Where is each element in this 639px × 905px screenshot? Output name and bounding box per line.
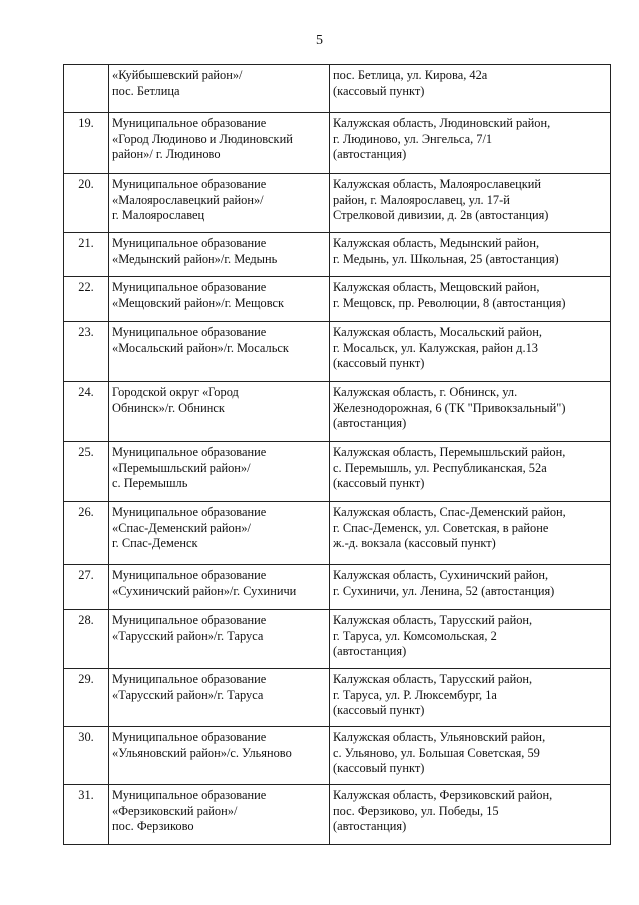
row-number-text: 25. [78, 445, 94, 459]
row-number [64, 785, 109, 845]
table-row [64, 174, 611, 233]
row-number-text: 23. [78, 325, 94, 339]
municipality-cell [109, 113, 330, 174]
municipality-cell [109, 669, 330, 727]
row-number-text: 26. [78, 505, 94, 519]
row-number [64, 277, 109, 322]
municipality-cell-text: Муниципальное образование «Ульяновский район»/с. Ульяново [112, 730, 292, 760]
row-number-text: 24. [78, 385, 94, 399]
municipality-cell [109, 322, 330, 382]
municipality-cell-text: Муниципальное образование «Медынский район»/г. Медынь [112, 236, 278, 266]
address-cell-text: Калужская область, Ферзиковский район, пос. Ферзиково, ул. Победы, 15 (автостанция) [333, 788, 553, 834]
municipality-cell-text: Муниципальное образование «Перемышльский район»/ с. Перемышль [112, 445, 267, 491]
row-number-text: 29. [78, 672, 94, 686]
address-cell-text: пос. Бетлица, ул. Кирова, 42а (кассовый пункт) [333, 68, 488, 98]
address-cell [330, 322, 611, 382]
municipality-cell-text: Муниципальное образование «Ферзиковский район»/ пос. Ферзиково [112, 788, 267, 834]
address-cell [330, 233, 611, 277]
address-cell [330, 277, 611, 322]
row-number [64, 565, 109, 610]
municipality-cell-text: Городской округ «Город Обнинск»/г. Обнинск [112, 385, 239, 415]
address-cell [330, 565, 611, 610]
table-row [64, 565, 611, 610]
row-number [64, 382, 109, 442]
table-row [64, 785, 611, 845]
address-cell [330, 382, 611, 442]
municipality-cell [109, 442, 330, 502]
row-number [64, 727, 109, 785]
row-number-text: 21. [78, 236, 94, 250]
municipality-cell-text: «Куйбышевский район»/ пос. Бетлица [112, 68, 243, 98]
row-number [64, 442, 109, 502]
row-number [64, 65, 109, 113]
address-cell-text: Калужская область, Сухиничский район, г. Сухиничи, ул. Ленина, 52 (автостанция) [333, 568, 555, 598]
row-number [64, 233, 109, 277]
municipality-cell [109, 277, 330, 322]
row-number-text: 28. [78, 613, 94, 627]
municipality-cell-text: Муниципальное образование «Мещовский район»/г. Мещовск [112, 280, 284, 310]
address-cell [330, 442, 611, 502]
address-cell [330, 727, 611, 785]
table-row [64, 277, 611, 322]
row-number-text: 20. [78, 177, 94, 191]
table-row [64, 322, 611, 382]
table-row [64, 610, 611, 669]
address-cell-text: Калужская область, Медынский район, г. Медынь, ул. Школьная, 25 (автостанция) [333, 236, 559, 266]
municipality-cell-text: Муниципальное образование «Малоярославецкий район»/ г. Малоярославец [112, 177, 267, 223]
table-row [64, 669, 611, 727]
row-number-text: 31. [78, 788, 94, 802]
address-cell [330, 610, 611, 669]
address-cell-text: Калужская область, Мещовский район, г. Мещовск, пр. Революции, 8 (автостанция) [333, 280, 566, 310]
address-cell [330, 502, 611, 565]
address-cell [330, 113, 611, 174]
ticket-points-table [63, 64, 611, 845]
municipality-cell [109, 174, 330, 233]
row-number [64, 502, 109, 565]
address-cell-text: Калужская область, Тарусский район, г. Таруса, ул. Р. Люксембург, 1а (кассовый пункт) [333, 672, 533, 718]
address-cell [330, 174, 611, 233]
address-cell [330, 669, 611, 727]
municipality-cell [109, 502, 330, 565]
municipality-cell-text: Муниципальное образование «Тарусский район»/г. Таруса [112, 613, 267, 643]
municipality-cell-text: Муниципальное образование «Спас-Деменский район»/ г. Спас-Деменск [112, 505, 267, 551]
row-number [64, 322, 109, 382]
municipality-cell-text: Муниципальное образование «Город Людиново и Людиновский район»/ г. Людиново [112, 116, 293, 162]
table-row [64, 442, 611, 502]
municipality-cell [109, 785, 330, 845]
address-cell-text: Калужская область, г. Обнинск, ул. Железнодорожная, 6 (ТК "Привокзальный") (автостанция) [333, 385, 566, 431]
row-number [64, 174, 109, 233]
address-cell [330, 785, 611, 845]
municipality-cell-text: Муниципальное образование «Сухиничский район»/г. Сухиничи [112, 568, 297, 598]
address-cell-text: Калужская область, Людиновский район, г. Людиново, ул. Энгельса, 7/1 (автостанция) [333, 116, 551, 162]
table-row [64, 727, 611, 785]
row-number-text: 22. [78, 280, 94, 294]
table-row [64, 233, 611, 277]
row-number-text: 19. [78, 116, 94, 130]
address-cell-text: Калужская область, Спас-Деменский район, г. Спас-Деменск, ул. Советская, в районе ж.-д. вокзала (кассовый пункт) [333, 505, 566, 551]
address-cell-text: Калужская область, Малоярославецкий район, г. Малоярославец, ул. 17-й Стрелковой дивизии, д. 2в (автостанция) [333, 177, 549, 223]
address-cell-text: Калужская область, Перемышльский район, с. Перемышль, ул. Республиканская, 52а (кассовый пункт) [333, 445, 566, 491]
municipality-cell-text: Муниципальное образование «Тарусский район»/г. Таруса [112, 672, 267, 702]
municipality-cell [109, 65, 330, 113]
row-number [64, 610, 109, 669]
table-body [64, 65, 611, 845]
page-number: 5 [316, 33, 323, 48]
row-number [64, 113, 109, 174]
table-row [64, 502, 611, 565]
address-cell-text: Калужская область, Мосальский район, г. Мосальск, ул. Калужская, район д.13 (кассовый пункт) [333, 325, 542, 371]
municipality-cell [109, 727, 330, 785]
address-cell [330, 65, 611, 113]
row-number-text: 30. [78, 730, 94, 744]
municipality-cell [109, 610, 330, 669]
municipality-cell [109, 565, 330, 610]
table-row [64, 65, 611, 113]
row-number [64, 669, 109, 727]
table-row [64, 382, 611, 442]
address-cell-text: Калужская область, Тарусский район, г. Таруса, ул. Комсомольская, 2 (автостанция) [333, 613, 533, 659]
municipality-cell [109, 382, 330, 442]
row-number-text: 27. [78, 568, 94, 582]
table-row [64, 113, 611, 174]
municipality-cell-text: Муниципальное образование «Мосальский район»/г. Мосальск [112, 325, 289, 355]
address-cell-text: Калужская область, Ульяновский район, с. Ульяново, ул. Большая Советская, 59 (кассовый пункт) [333, 730, 546, 776]
municipality-cell [109, 233, 330, 277]
